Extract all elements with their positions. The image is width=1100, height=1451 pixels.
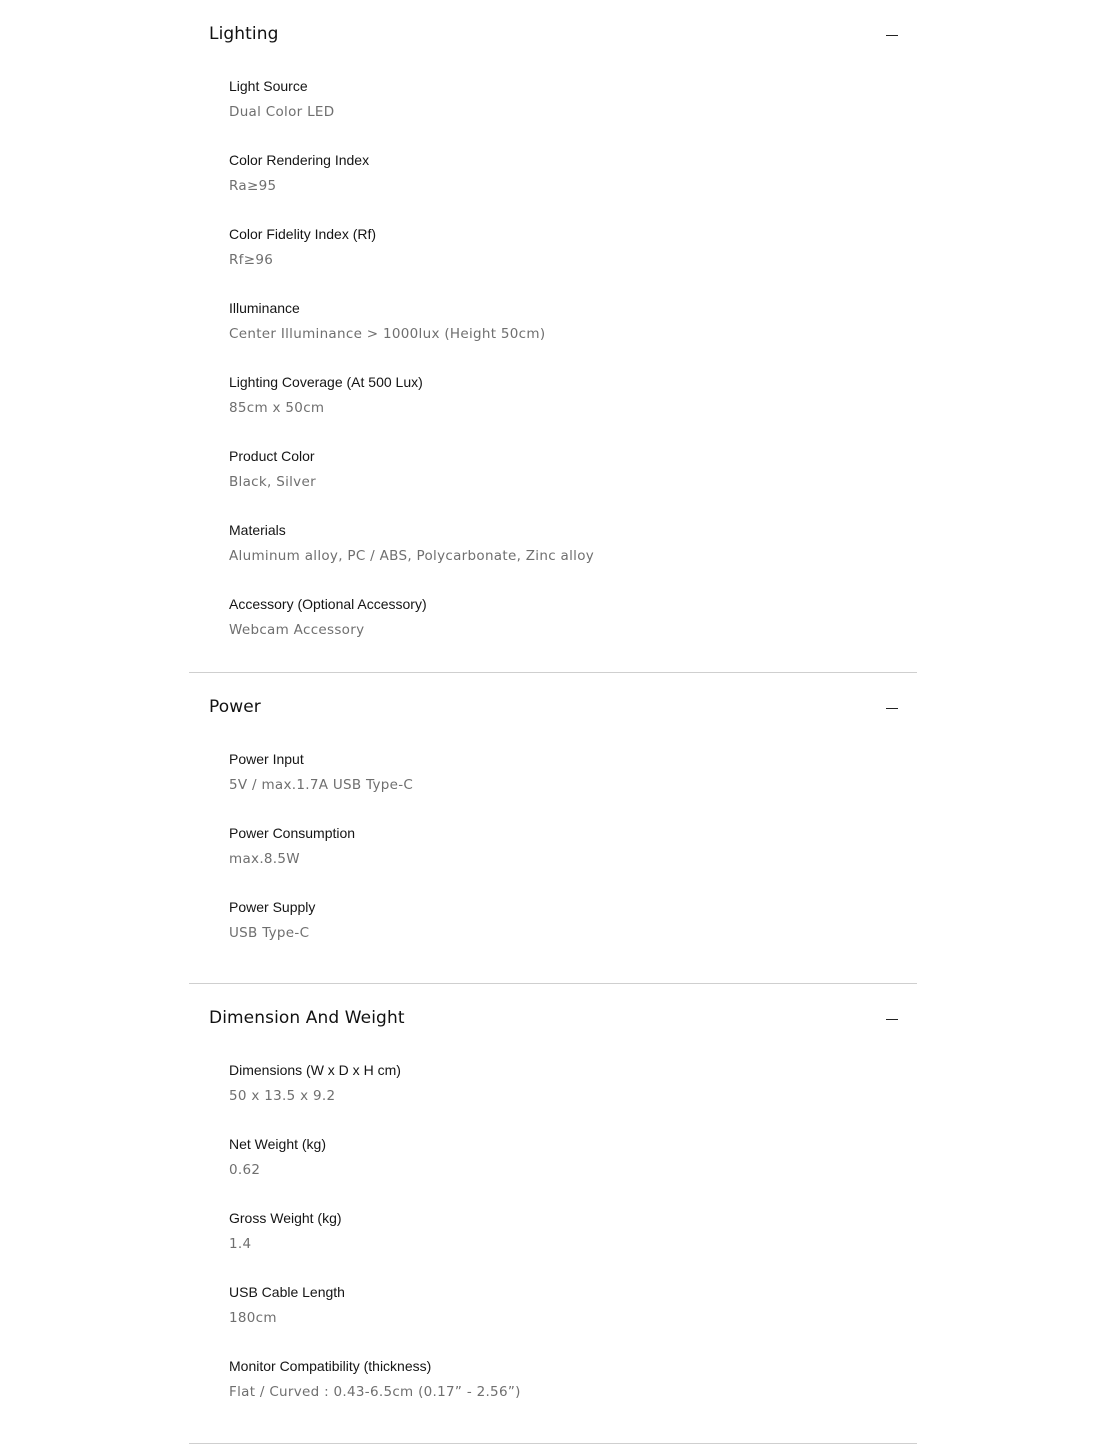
spec-item [229, 146, 917, 220]
spec-items [189, 1056, 917, 1426]
spec-label: Materials [229, 522, 286, 538]
spec-value: Black, Silver [229, 474, 316, 490]
spec-value: Dual Color LED [229, 104, 335, 120]
spec-value: Aluminum alloy, PC / ABS, Polycarbonate, Zinc alloy [229, 548, 595, 564]
spec-label: Power Supply [229, 899, 316, 915]
section-header-lighting[interactable] [189, 0, 917, 72]
section-power [189, 673, 917, 984]
spec-value: 5V / max.1.7A USB Type-C [229, 777, 414, 793]
spec-value: Center Illuminance > 1000lux (Height 50cm) [229, 326, 546, 342]
spec-label: Power Input [229, 751, 304, 767]
spec-label: Light Source [229, 78, 308, 94]
spec-label: Color Rendering Index [229, 152, 370, 168]
spec-label: Color Fidelity Index (Rf) [229, 226, 377, 242]
spec-value: Flat / Curved : 0.43-6.5cm (0.17” - 2.56”) [229, 1384, 521, 1400]
spec-value: 50 x 13.5 x 9.2 [229, 1088, 336, 1104]
spec-item [229, 1056, 917, 1130]
spec-label: Net Weight (kg) [229, 1136, 326, 1152]
spec-item [229, 442, 917, 516]
spec-label: Monitor Compatibility (thickness) [229, 1358, 432, 1374]
spec-item [229, 220, 917, 294]
section-header-power[interactable] [189, 673, 917, 745]
spec-item [229, 590, 917, 664]
minus-icon[interactable] [886, 35, 898, 36]
section-dimension-and-weight [189, 984, 917, 1444]
spec-value: Webcam Accessory [229, 622, 365, 638]
section-header-dimension-and-weight[interactable] [189, 984, 917, 1056]
spec-item [229, 368, 917, 442]
spec-value: Ra≥95 [229, 178, 277, 194]
spec-value: 0.62 [229, 1162, 261, 1178]
spec-item [229, 516, 917, 590]
minus-icon[interactable] [886, 708, 898, 709]
spec-value: max.8.5W [229, 851, 300, 867]
spec-value: 180cm [229, 1310, 277, 1326]
spec-label: USB Cable Length [229, 1284, 345, 1300]
spec-item [229, 745, 917, 819]
minus-icon[interactable] [886, 1019, 898, 1020]
spec-item [229, 819, 917, 893]
section-title: Lighting [209, 24, 279, 44]
spec-item [229, 1130, 917, 1204]
spec-value: 85cm x 50cm [229, 400, 325, 416]
spec-label: Power Consumption [229, 825, 356, 841]
section-title: Power [209, 697, 261, 717]
spec-label: Dimensions (W x D x H cm) [229, 1062, 401, 1078]
spec-item [229, 893, 917, 967]
spec-value: Rf≥96 [229, 252, 274, 268]
spec-label: Product Color [229, 448, 315, 464]
spec-value: 1.4 [229, 1236, 252, 1252]
spec-value: USB Type-C [229, 925, 310, 941]
spec-item [229, 294, 917, 368]
spec-label: Lighting Coverage (At 500 Lux) [229, 374, 423, 390]
spec-item [229, 1278, 917, 1352]
spec-label: Illuminance [229, 300, 300, 316]
section-lighting [189, 0, 917, 673]
spec-items [189, 745, 917, 967]
spec-items [189, 72, 917, 664]
spec-label: Gross Weight (kg) [229, 1210, 342, 1226]
spec-item [229, 1352, 917, 1426]
spec-item [229, 72, 917, 146]
specifications-list [189, 0, 917, 1444]
spec-item [229, 1204, 917, 1278]
spec-label: Accessory (Optional Accessory) [229, 596, 427, 612]
section-title: Dimension And Weight [209, 1008, 405, 1028]
